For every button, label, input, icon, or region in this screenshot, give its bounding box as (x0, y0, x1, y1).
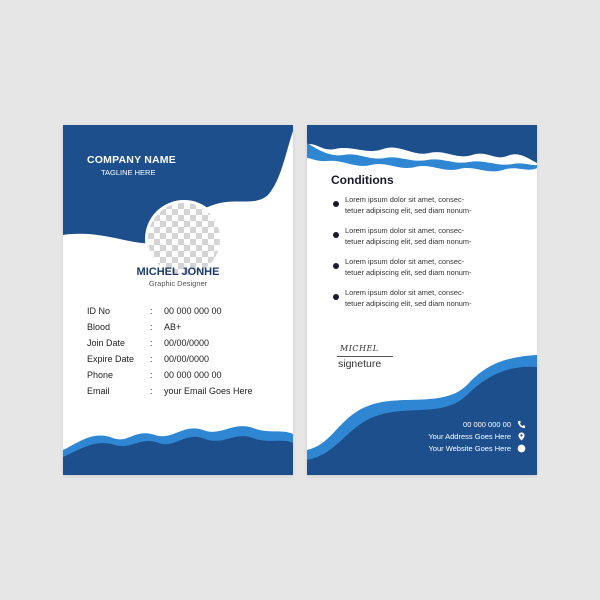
contact-text: 00 000 000 00 (463, 420, 511, 429)
tagline: TAGLINE HERE (101, 168, 156, 177)
info-label: Phone (87, 370, 114, 380)
info-separator: : (150, 386, 153, 396)
bullet-icon (333, 232, 339, 238)
condition-item (331, 194, 531, 225)
id-card-front (63, 125, 293, 475)
condition-text (345, 287, 472, 309)
condition-line: tetuer adipiscing elit, sed diam nonum- (345, 237, 472, 246)
info-separator: : (150, 322, 153, 332)
front-wave-background (63, 125, 293, 475)
signature-script: MICHEL (340, 344, 379, 353)
info-label: Blood (87, 322, 111, 332)
info-list (87, 303, 253, 399)
condition-line: Lorem ipsum dolor sit amet, consec- (345, 288, 465, 297)
employee-title: Graphic Designer (148, 279, 208, 288)
info-separator: : (150, 338, 153, 348)
info-row-expire-date (87, 351, 253, 367)
contact-text: Your Website Goes Here (428, 444, 511, 453)
condition-line: tetuer adipiscing elit, sed diam nonum- (345, 268, 472, 277)
info-row-id (87, 303, 253, 319)
info-value: 00 000 000 00 (164, 306, 222, 316)
bullet-icon (333, 294, 339, 300)
info-row-email (87, 383, 253, 399)
globe-icon (517, 444, 526, 453)
condition-item (331, 287, 531, 318)
condition-item (331, 256, 531, 287)
phone-icon (517, 420, 526, 429)
condition-text (345, 194, 472, 216)
conditions-title: Conditions (331, 173, 394, 187)
condition-line: Lorem ipsum dolor sit amet, consec- (345, 257, 465, 266)
signature-line (337, 356, 393, 357)
info-value: 00/00/0000 (164, 354, 210, 364)
contact-address (428, 432, 526, 441)
contact-website (428, 444, 526, 453)
info-value: your Email Goes Here (164, 386, 253, 396)
contact-text: Your Address Goes Here (428, 432, 511, 441)
location-pin-icon (517, 432, 526, 441)
info-value: 00 000 000 00 (164, 370, 222, 380)
info-row-join-date (87, 335, 253, 351)
info-value: AB+ (164, 322, 182, 332)
condition-line: Lorem ipsum dolor sit amet, consec- (345, 195, 465, 204)
condition-text (345, 225, 472, 247)
id-card-back (307, 125, 537, 475)
condition-text (345, 256, 472, 278)
signature-label: signeture (338, 358, 382, 370)
bullet-icon (333, 263, 339, 269)
info-label: Join Date (87, 338, 126, 348)
info-value: 00/00/0000 (164, 338, 210, 348)
condition-line: tetuer adipiscing elit, sed diam nonum- (345, 299, 472, 308)
company-name: COMPANY NAME (87, 154, 176, 166)
info-separator: : (150, 354, 153, 364)
info-row-phone (87, 367, 253, 383)
condition-line: tetuer adipiscing elit, sed diam nonum- (345, 206, 472, 215)
bullet-icon (333, 201, 339, 207)
conditions-list (331, 194, 531, 318)
condition-item (331, 225, 531, 256)
info-separator: : (150, 370, 153, 380)
info-label: ID No (87, 306, 111, 316)
employee-name: MICHEL JONHE (136, 266, 220, 278)
info-label: Expire Date (87, 354, 135, 364)
condition-line: Lorem ipsum dolor sit amet, consec- (345, 226, 465, 235)
info-label: Email (87, 386, 110, 396)
info-separator: : (150, 306, 153, 316)
info-row-blood (87, 319, 253, 335)
contact-phone (463, 420, 526, 429)
